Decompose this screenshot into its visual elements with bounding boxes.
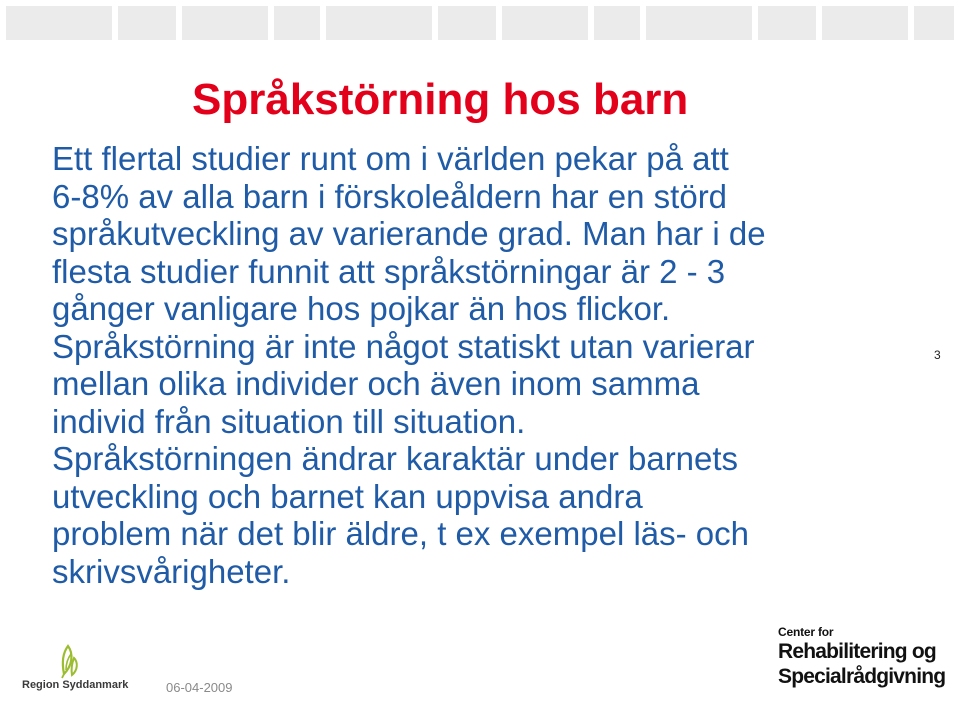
- region-leaf-icon: [22, 640, 82, 680]
- top-decorative-band: [0, 0, 959, 46]
- band-tile: [274, 6, 320, 40]
- slide-date: 06-04-2009: [166, 680, 233, 695]
- body-line: 6-8% av alla barn i förskoleåldern har en störd: [52, 177, 728, 215]
- band-tile: [6, 6, 112, 40]
- band-tile: [758, 6, 816, 40]
- crs-logo-line3: Specialrådgivning: [778, 665, 946, 688]
- body-line: utveckling och barnet kan uppvisa andra: [52, 477, 643, 515]
- crs-logo-line1: Center for: [778, 625, 834, 639]
- body-line: individ från situation till situation.: [52, 402, 526, 440]
- slide-number: 3: [934, 348, 941, 362]
- body-line: skrivsvårigheter.: [52, 552, 291, 590]
- band-tile: [646, 6, 752, 40]
- band-tile: [914, 6, 954, 40]
- slide-body-text: [52, 140, 912, 590]
- band-tile: [822, 6, 908, 40]
- band-tile: [118, 6, 176, 40]
- body-line: Språkstörning är inte något statiskt utan varierar: [52, 327, 755, 365]
- band-tile: [502, 6, 588, 40]
- region-logo-text: Region Syddanmark: [22, 679, 129, 691]
- band-tile: [326, 6, 432, 40]
- band-tile: [594, 6, 640, 40]
- body-line: Språkstörningen ändrar karaktär under barnets: [52, 440, 739, 477]
- body-line: flesta studier funnit att språkstörningar är 2 - 3: [52, 252, 726, 290]
- body-line: mellan olika individer och även inom samma: [52, 365, 700, 402]
- body-line: problem när det blir äldre, t ex exempel läs- och: [52, 515, 749, 552]
- body-line: Ett flertal studier runt om i världen pekar på att: [52, 140, 729, 177]
- band-tile: [438, 6, 496, 40]
- crs-logo-line2: Rehabilitering og: [778, 640, 936, 663]
- band-tile: [182, 6, 268, 40]
- body-line: språkutveckling av varierande grad. Man har i de: [52, 215, 766, 252]
- region-syddanmark-logo: [22, 640, 129, 696]
- crs-logo: [778, 625, 945, 689]
- slide-title: Språkstörning hos barn: [192, 75, 689, 124]
- body-line: gånger vanligare hos pojkar än hos flickor.: [52, 290, 671, 327]
